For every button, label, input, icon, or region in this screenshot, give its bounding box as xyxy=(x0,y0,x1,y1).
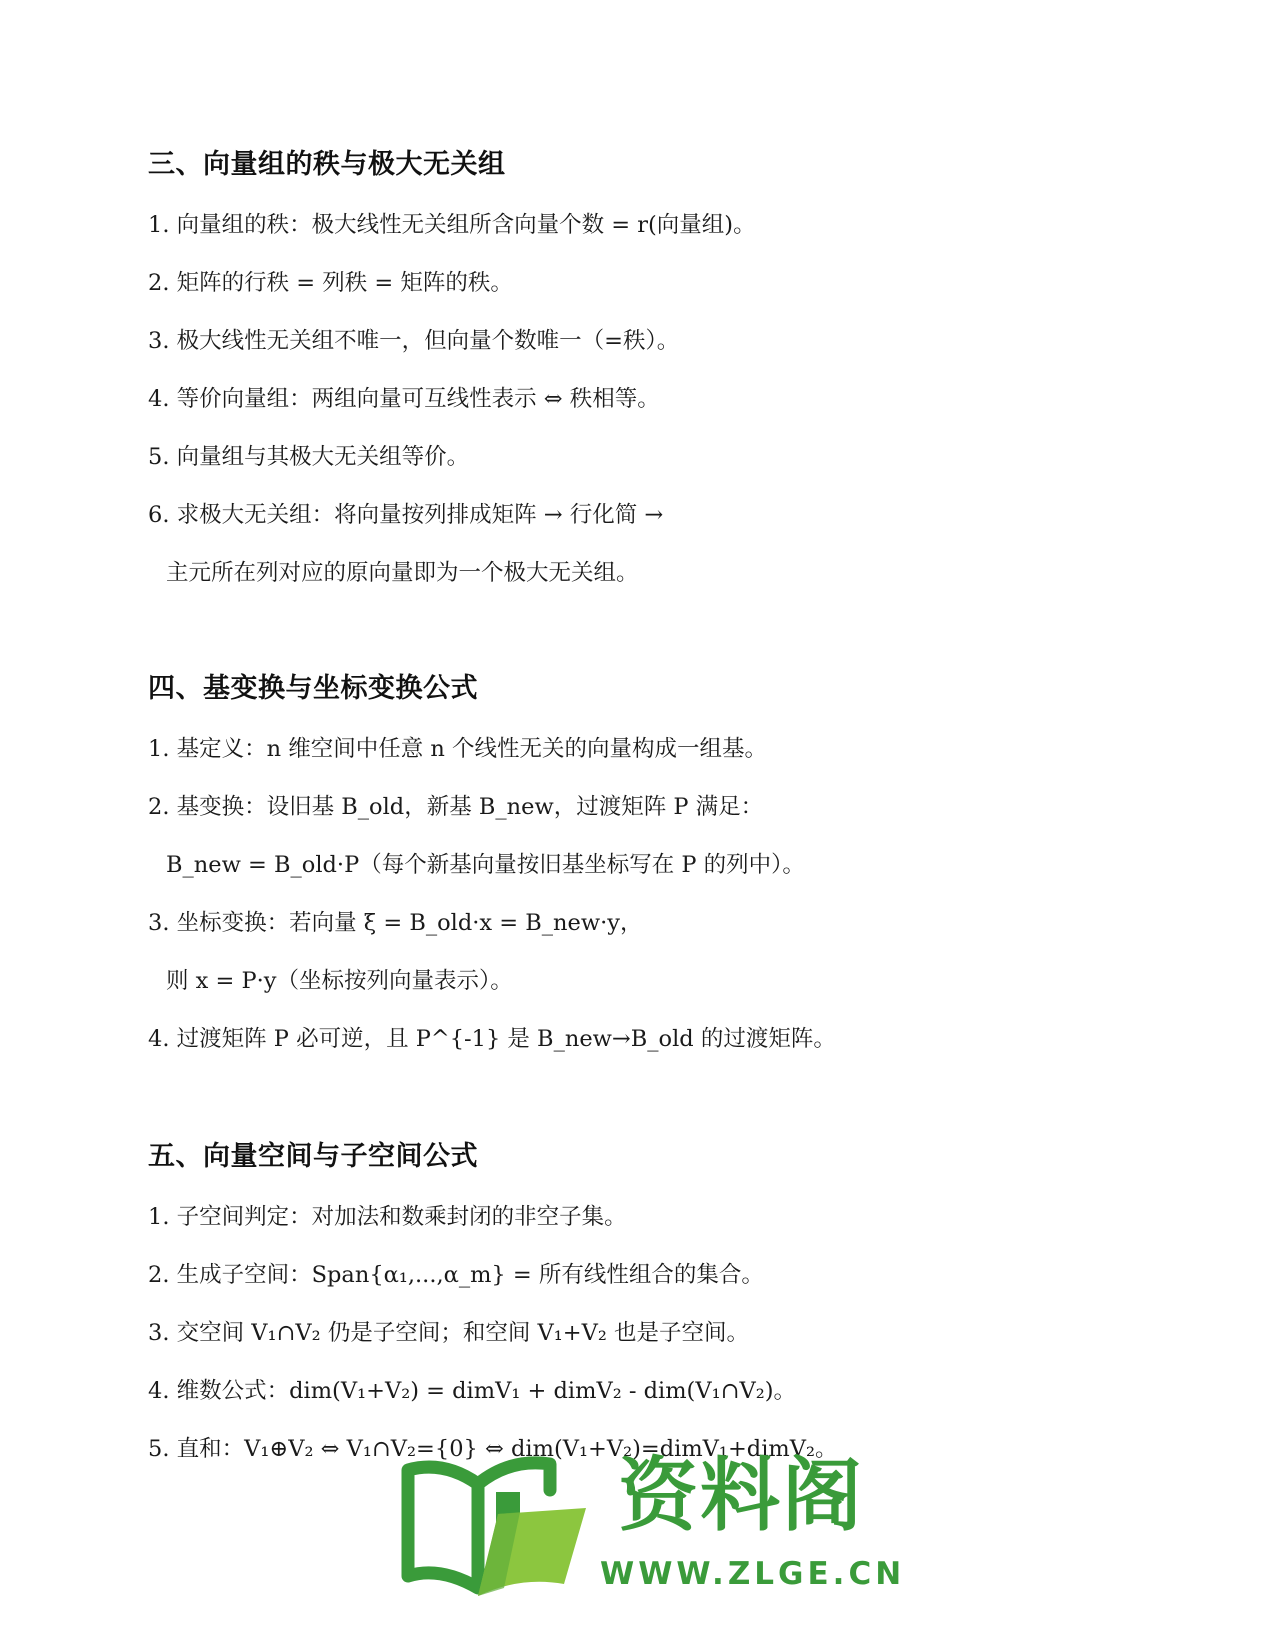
list-item: 1. 向量组的秩：极大线性无关组所含向量个数 = r(向量组)。 xyxy=(148,212,756,238)
list-item-continuation: B_new = B_old·P（每个新基向量按旧基坐标写在 P 的列中）。 xyxy=(166,852,805,878)
list-item: 2. 矩阵的行秩 = 列秩 = 矩阵的秩。 xyxy=(148,270,513,296)
section-heading: 三、向量组的秩与极大无关组 xyxy=(148,149,506,180)
list-item: 3. 极大线性无关组不唯一，但向量个数唯一（=秩）。 xyxy=(148,328,680,354)
watermark-url: WWW.ZLGE.CN xyxy=(600,1556,906,1592)
section-basis-change xyxy=(148,672,1148,1068)
list-item: 5. 直和：V₁⊕V₂ ⇔ V₁∩V₂={0} ⇔ dim(V₁+V₂)=dimV₁+dimV₂。 xyxy=(148,1436,838,1462)
list-item: 6. 求极大无关组：将向量按列排成矩阵 → 行化简 → xyxy=(148,502,664,528)
section-heading: 五、向量空间与子空间公式 xyxy=(148,1141,478,1172)
section-rank-maximal-independent-set xyxy=(148,148,1148,602)
section-heading: 四、基变换与坐标变换公式 xyxy=(148,673,478,704)
book-folder-logo-icon xyxy=(400,1448,600,1608)
watermark-logo xyxy=(400,1448,906,1608)
list-item-continuation: 主元所在列对应的原向量即为一个极大无关组。 xyxy=(166,560,639,586)
list-item: 1. 基定义：n 维空间中任意 n 个线性无关的向量构成一组基。 xyxy=(148,736,768,762)
list-item: 1. 子空间判定：对加法和数乘封闭的非空子集。 xyxy=(148,1204,627,1230)
list-item: 2. 基变换：设旧基 B_old，新基 B_new，过渡矩阵 P 满足： xyxy=(148,794,764,820)
list-item: 4. 维数公式：dim(V₁+V₂) = dimV₁ + dimV₂ - dim(V₁∩V₂)。 xyxy=(148,1378,797,1404)
list-item: 4. 等价向量组：两组向量可互线性表示 ⇔ 秩相等。 xyxy=(148,386,660,412)
list-item: 3. 交空间 V₁∩V₂ 仍是子空间；和空间 V₁+V₂ 也是子空间。 xyxy=(148,1320,750,1346)
list-item: 4. 过渡矩阵 P 必可逆，且 P^{-1} 是 B_new→B_old 的过渡矩阵。 xyxy=(148,1026,836,1052)
section-vector-subspace xyxy=(148,1140,1148,1478)
list-item: 3. 坐标变换：若向量 ξ = B_old·x = B_new·y， xyxy=(148,910,643,936)
list-item: 5. 向量组与其极大无关组等价。 xyxy=(148,444,470,470)
list-item: 2. 生成子空间：Span{α₁,...,α_m} = 所有线性组合的集合。 xyxy=(148,1262,764,1288)
list-item-continuation: 则 x = P·y（坐标按列向量表示）。 xyxy=(166,968,513,994)
watermark-title: 资料阁 xyxy=(618,1449,864,1542)
